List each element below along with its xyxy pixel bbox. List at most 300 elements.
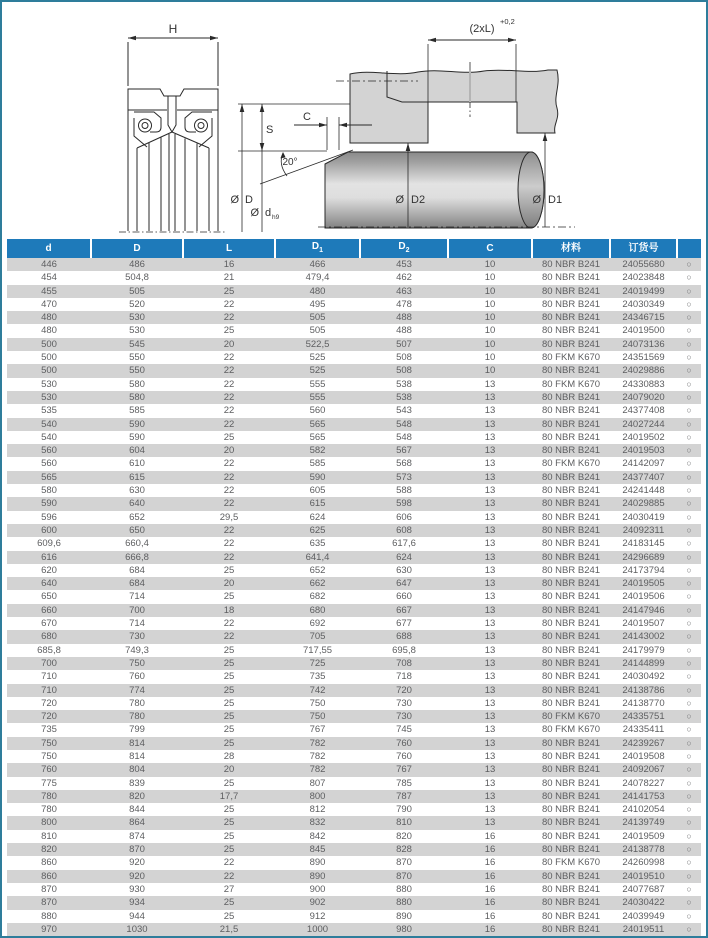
cell-d: 540 bbox=[41, 431, 57, 443]
cell-order-number: 24335411 bbox=[622, 724, 665, 736]
cell-L: 25 bbox=[223, 910, 235, 922]
cell-D: 640 bbox=[129, 498, 145, 510]
cell-d: 860 bbox=[41, 870, 57, 882]
cell-d: 735 bbox=[41, 724, 57, 736]
cell-d: 580 bbox=[41, 485, 57, 497]
table-row bbox=[7, 431, 701, 444]
cell-D: 714 bbox=[129, 618, 145, 630]
cell-D1: 615 bbox=[309, 498, 326, 510]
dim-label-dia-d-name: d bbox=[265, 207, 272, 219]
cell-material: 80 FKM K670 bbox=[541, 857, 601, 869]
cell-C: 13 bbox=[484, 711, 496, 723]
cell-D: 684 bbox=[129, 578, 145, 590]
cell-material: 80 NBR B241 bbox=[541, 897, 601, 909]
cell-L: 22 bbox=[223, 418, 235, 430]
cell-material: 80 NBR B241 bbox=[541, 312, 601, 324]
table-row bbox=[7, 311, 701, 324]
cell-D: 839 bbox=[129, 777, 145, 789]
cell-D: 486 bbox=[129, 259, 145, 270]
cell-D2: 790 bbox=[396, 804, 412, 816]
cell-D1: 652 bbox=[309, 564, 326, 576]
cell-material: 80 NBR B241 bbox=[541, 750, 601, 762]
cell-D2: 548 bbox=[396, 418, 412, 430]
dim-label-h: H bbox=[168, 22, 178, 36]
cell-D: 530 bbox=[129, 312, 145, 324]
cell-material: 80 NBR B241 bbox=[541, 471, 601, 483]
cell-availability: ○ bbox=[686, 657, 692, 668]
cell-order-number: 24138778 bbox=[622, 844, 665, 856]
cell-d: 780 bbox=[41, 804, 57, 816]
cell-C: 13 bbox=[484, 631, 496, 643]
table-row bbox=[7, 763, 701, 776]
table-row bbox=[7, 684, 701, 697]
cell-D1: 466 bbox=[309, 259, 326, 270]
cell-D1: 832 bbox=[309, 817, 326, 829]
cell-D1: 479,4 bbox=[305, 272, 330, 284]
cell-D1: 1000 bbox=[306, 923, 329, 935]
cell-D1: 525 bbox=[309, 365, 326, 377]
cell-D2: 745 bbox=[396, 724, 412, 736]
cell-D: 590 bbox=[129, 431, 145, 443]
cell-D: 864 bbox=[129, 817, 145, 829]
cell-material: 80 NBR B241 bbox=[541, 524, 601, 536]
cell-C: 13 bbox=[484, 564, 496, 576]
cell-material: 80 FKM K670 bbox=[541, 378, 601, 390]
table-row bbox=[7, 803, 701, 816]
cell-C: 13 bbox=[484, 524, 496, 536]
cell-availability: ○ bbox=[686, 445, 692, 456]
cell-D2: 617,6 bbox=[392, 538, 416, 550]
dim-label-dia-d-sym: Ø bbox=[250, 207, 259, 219]
cell-d: 616 bbox=[41, 551, 57, 563]
cell-C: 13 bbox=[484, 511, 496, 523]
cell-material: 80 NBR B241 bbox=[541, 511, 601, 523]
cell-C: 13 bbox=[484, 724, 496, 736]
cell-d: 620 bbox=[41, 564, 57, 576]
cell-D: 590 bbox=[129, 418, 145, 430]
cell-order-number: 24173794 bbox=[622, 564, 665, 576]
cell-C: 13 bbox=[484, 644, 496, 656]
cell-D1: 782 bbox=[309, 764, 326, 776]
table-row bbox=[7, 577, 701, 590]
cell-L: 20 bbox=[223, 338, 235, 350]
table-row bbox=[7, 590, 701, 603]
cell-d: 820 bbox=[41, 844, 57, 856]
cell-order-number: 24260998 bbox=[622, 857, 665, 869]
table-row bbox=[7, 670, 701, 683]
cell-D2: 608 bbox=[396, 524, 412, 536]
cell-order-number: 24030349 bbox=[622, 298, 665, 310]
cell-material: 80 NBR B241 bbox=[541, 259, 601, 270]
cell-d: 780 bbox=[41, 790, 57, 802]
cell-availability: ○ bbox=[686, 750, 692, 761]
cell-D: 944 bbox=[129, 910, 145, 922]
cell-D2: 567 bbox=[396, 445, 412, 457]
cell-order-number: 24092311 bbox=[622, 524, 665, 536]
cell-material: 80 NBR B241 bbox=[541, 551, 601, 563]
cell-availability: ○ bbox=[686, 538, 692, 549]
cell-availability: ○ bbox=[686, 511, 692, 522]
table-row bbox=[7, 378, 701, 391]
table-row bbox=[7, 404, 701, 417]
cell-availability: ○ bbox=[686, 830, 692, 841]
table-row bbox=[7, 524, 701, 537]
cell-order-number: 24019509 bbox=[622, 830, 665, 842]
cell-material: 80 NBR B241 bbox=[541, 285, 601, 297]
cell-availability: ○ bbox=[686, 405, 692, 416]
cell-d: 650 bbox=[41, 591, 57, 603]
cell-D2: 688 bbox=[396, 631, 412, 643]
cell-L: 22 bbox=[223, 471, 235, 483]
cell-order-number: 24019500 bbox=[622, 325, 665, 337]
cell-d: 880 bbox=[41, 910, 57, 922]
cell-material: 80 NBR B241 bbox=[541, 790, 601, 802]
cell-L: 22 bbox=[223, 498, 235, 510]
cell-L: 22 bbox=[223, 485, 235, 497]
cell-D2: 548 bbox=[396, 431, 412, 443]
cell-D1: 717,55 bbox=[302, 644, 333, 656]
cell-order-number: 24019506 bbox=[622, 591, 665, 603]
cell-D2: 630 bbox=[396, 564, 412, 576]
cell-L: 25 bbox=[223, 591, 235, 603]
cell-order-number: 24147946 bbox=[622, 604, 665, 616]
cell-D1: 890 bbox=[309, 870, 326, 882]
cell-D: 700 bbox=[129, 604, 145, 616]
cell-L: 25 bbox=[223, 711, 235, 723]
cell-material: 80 FKM K670 bbox=[541, 458, 601, 470]
cell-D: 714 bbox=[129, 591, 145, 603]
cell-availability: ○ bbox=[686, 923, 692, 934]
table-row bbox=[7, 551, 701, 564]
cell-d: 660 bbox=[41, 604, 57, 616]
cell-D2: 718 bbox=[396, 671, 412, 683]
cell-material: 80 NBR B241 bbox=[541, 485, 601, 497]
cell-D1: 635 bbox=[309, 538, 326, 550]
cell-d: 870 bbox=[41, 883, 57, 895]
cell-order-number: 24019505 bbox=[622, 578, 665, 590]
cell-D2: 647 bbox=[396, 578, 412, 590]
cell-D1: 807 bbox=[309, 777, 326, 789]
cell-D1: 735 bbox=[309, 671, 326, 683]
cell-D2: 980 bbox=[396, 923, 412, 935]
cell-availability: ○ bbox=[686, 684, 692, 695]
dim-label-s: S bbox=[266, 124, 274, 136]
cell-D1: 767 bbox=[309, 724, 326, 736]
table-row bbox=[7, 298, 701, 311]
cell-d: 750 bbox=[41, 750, 57, 762]
cell-order-number: 24144899 bbox=[622, 657, 665, 669]
cell-order-number: 24073136 bbox=[622, 338, 665, 350]
table-row bbox=[7, 258, 701, 271]
cell-D: 530 bbox=[129, 325, 145, 337]
cell-order-number: 24179979 bbox=[622, 644, 665, 656]
cell-material: 80 NBR B241 bbox=[541, 578, 601, 590]
cell-L: 25 bbox=[223, 844, 235, 856]
cell-D: 585 bbox=[129, 405, 145, 417]
cell-C: 13 bbox=[484, 591, 496, 603]
cell-L: 22 bbox=[223, 857, 235, 869]
cell-D2: 760 bbox=[396, 750, 412, 762]
arrowhead bbox=[260, 104, 265, 112]
column-header-D1: $D_1$ bbox=[275, 239, 360, 258]
cell-order-number: 24078227 bbox=[622, 777, 665, 789]
cell-D1: 900 bbox=[309, 883, 326, 895]
cell-availability: ○ bbox=[686, 790, 692, 801]
cell-order-number: 24029886 bbox=[622, 365, 665, 377]
cell-d: 680 bbox=[41, 631, 57, 643]
cell-D1: 782 bbox=[309, 737, 326, 749]
cell-material: 80 NBR B241 bbox=[541, 431, 601, 443]
cell-d: 685,8 bbox=[37, 644, 61, 656]
arrowhead bbox=[428, 38, 436, 43]
table-row bbox=[7, 471, 701, 484]
cell-material: 80 NBR B241 bbox=[541, 844, 601, 856]
cell-L: 25 bbox=[223, 777, 235, 789]
cell-C: 10 bbox=[484, 298, 496, 310]
cell-availability: ○ bbox=[686, 564, 692, 575]
table-row bbox=[7, 604, 701, 617]
cell-L: 25 bbox=[223, 724, 235, 736]
cell-D1: 725 bbox=[309, 657, 326, 669]
cell-availability: ○ bbox=[686, 338, 692, 349]
cell-D: 930 bbox=[129, 883, 145, 895]
cell-order-number: 24079020 bbox=[622, 391, 665, 403]
cell-material: 80 NBR B241 bbox=[541, 777, 601, 789]
cell-order-number: 24351569 bbox=[622, 352, 665, 364]
cell-C: 16 bbox=[484, 870, 496, 882]
cell-D: 550 bbox=[129, 352, 145, 364]
cell-order-number: 24241448 bbox=[622, 485, 665, 497]
cell-D2: 478 bbox=[396, 298, 412, 310]
cell-order-number: 24335751 bbox=[622, 711, 665, 723]
cell-D1: 812 bbox=[309, 804, 326, 816]
technical-drawing bbox=[0, 0, 708, 239]
dim-label-dia-D1-name: D1 bbox=[548, 194, 563, 206]
cell-D1: 495 bbox=[309, 298, 326, 310]
cell-order-number: 24296689 bbox=[622, 551, 665, 563]
cell-C: 10 bbox=[484, 338, 496, 350]
cell-D2: 708 bbox=[396, 657, 412, 669]
cell-material: 80 FKM K670 bbox=[541, 352, 601, 364]
cell-order-number: 24102054 bbox=[622, 804, 665, 816]
cell-D2: 828 bbox=[396, 844, 412, 856]
cell-C: 13 bbox=[484, 405, 496, 417]
size-table-container bbox=[7, 239, 701, 936]
column-header-order-number: 订货号 bbox=[610, 239, 677, 258]
cell-availability: ○ bbox=[686, 578, 692, 589]
cell-material: 80 FKM K670 bbox=[541, 711, 601, 723]
cell-C: 13 bbox=[484, 764, 496, 776]
table-row bbox=[7, 391, 701, 404]
dim-label-angle: 20° bbox=[282, 157, 298, 168]
cell-D: 814 bbox=[129, 750, 145, 762]
cell-availability: ○ bbox=[686, 378, 692, 389]
cell-order-number: 24029885 bbox=[622, 498, 665, 510]
cell-material: 80 FKM K670 bbox=[541, 724, 601, 736]
cell-order-number: 24023848 bbox=[622, 272, 665, 284]
cell-D: 580 bbox=[129, 391, 145, 403]
table-row bbox=[7, 271, 701, 284]
cell-D: 934 bbox=[129, 897, 145, 909]
cell-L: 17,7 bbox=[219, 790, 239, 802]
cell-availability: ○ bbox=[686, 631, 692, 642]
cell-D1: 605 bbox=[309, 485, 326, 497]
cell-C: 13 bbox=[484, 618, 496, 630]
cell-material: 80 NBR B241 bbox=[541, 298, 601, 310]
cell-L: 25 bbox=[223, 804, 235, 816]
arrowhead bbox=[319, 123, 327, 127]
cell-C: 13 bbox=[484, 697, 496, 709]
arrowhead bbox=[406, 143, 411, 151]
cell-material: 80 NBR B241 bbox=[541, 405, 601, 417]
table-row bbox=[7, 657, 701, 670]
cell-availability: ○ bbox=[686, 524, 692, 535]
cell-d: 750 bbox=[41, 737, 57, 749]
table-row bbox=[7, 870, 701, 883]
cell-D1: 890 bbox=[309, 857, 326, 869]
cell-availability: ○ bbox=[686, 737, 692, 748]
cell-D2: 880 bbox=[396, 897, 412, 909]
cell-L: 22 bbox=[223, 631, 235, 643]
cell-C: 13 bbox=[484, 498, 496, 510]
cell-D2: 606 bbox=[396, 511, 412, 523]
cell-availability: ○ bbox=[686, 724, 692, 735]
cell-C: 10 bbox=[484, 285, 496, 297]
cell-C: 10 bbox=[484, 259, 496, 270]
cell-C: 10 bbox=[484, 272, 496, 284]
cell-material: 80 NBR B241 bbox=[541, 804, 601, 816]
cell-availability: ○ bbox=[686, 471, 692, 482]
cell-material: 80 NBR B241 bbox=[541, 618, 601, 630]
cell-availability: ○ bbox=[686, 910, 692, 921]
cell-D1: 912 bbox=[309, 910, 326, 922]
cell-L: 21 bbox=[223, 272, 235, 284]
cell-D2: 538 bbox=[396, 391, 412, 403]
cell-d: 700 bbox=[41, 657, 57, 669]
cell-D: 774 bbox=[129, 684, 145, 696]
cell-material: 80 NBR B241 bbox=[541, 817, 601, 829]
arrowhead bbox=[260, 143, 265, 151]
cell-D1: 750 bbox=[309, 711, 326, 723]
cell-D: 580 bbox=[129, 378, 145, 390]
cell-C: 13 bbox=[484, 657, 496, 669]
cell-L: 25 bbox=[223, 817, 235, 829]
cell-D: 920 bbox=[129, 857, 145, 869]
table-row bbox=[7, 484, 701, 497]
column-header-availability bbox=[677, 239, 701, 258]
table-header bbox=[7, 239, 701, 258]
cell-D1: 782 bbox=[309, 750, 326, 762]
cell-C: 13 bbox=[484, 391, 496, 403]
cell-order-number: 24377407 bbox=[622, 471, 665, 483]
cell-D2: 880 bbox=[396, 883, 412, 895]
cell-D: 650 bbox=[129, 524, 145, 536]
column-header-D: D bbox=[91, 239, 183, 258]
table-row bbox=[7, 564, 701, 577]
cell-D: 844 bbox=[129, 804, 145, 816]
cell-D1: 565 bbox=[309, 431, 326, 443]
cell-order-number: 24092067 bbox=[622, 764, 665, 776]
cell-material: 80 NBR B241 bbox=[541, 697, 601, 709]
cell-D: 804 bbox=[129, 764, 145, 776]
cell-D2: 810 bbox=[396, 817, 412, 829]
cell-D: 550 bbox=[129, 365, 145, 377]
cell-d: 710 bbox=[41, 684, 57, 696]
cell-d: 500 bbox=[41, 352, 57, 364]
cell-availability: ○ bbox=[686, 671, 692, 682]
cell-D: 660,4 bbox=[125, 538, 149, 550]
cell-availability: ○ bbox=[686, 604, 692, 615]
cell-C: 10 bbox=[484, 312, 496, 324]
table-row bbox=[7, 883, 701, 896]
installation-diagram bbox=[238, 38, 575, 232]
cell-L: 22 bbox=[223, 352, 235, 364]
cell-D2: 730 bbox=[396, 711, 412, 723]
cell-d: 454 bbox=[41, 272, 57, 284]
cell-material: 80 NBR B241 bbox=[541, 272, 601, 284]
cell-C: 16 bbox=[484, 830, 496, 842]
table-row bbox=[7, 830, 701, 843]
cell-availability: ○ bbox=[686, 591, 692, 602]
cell-D1: 800 bbox=[309, 790, 326, 802]
table-row bbox=[7, 351, 701, 364]
table-row bbox=[7, 723, 701, 736]
table-row bbox=[7, 338, 701, 351]
cell-D2: 695,8 bbox=[392, 644, 416, 656]
cell-D: 615 bbox=[129, 471, 145, 483]
cell-L: 22 bbox=[223, 618, 235, 630]
dim-label-2xl-tolerance: +0,2 bbox=[500, 17, 515, 26]
cell-D2: 760 bbox=[396, 737, 412, 749]
cell-d: 590 bbox=[41, 498, 57, 510]
cell-order-number: 24055680 bbox=[622, 259, 665, 270]
cell-C: 16 bbox=[484, 857, 496, 869]
table-body bbox=[7, 258, 701, 936]
cell-D2: 538 bbox=[396, 378, 412, 390]
cell-C: 13 bbox=[484, 471, 496, 483]
cell-D: 504,8 bbox=[125, 272, 149, 284]
cell-L: 22 bbox=[223, 312, 235, 324]
cell-material: 80 NBR B241 bbox=[541, 923, 601, 935]
cell-order-number: 24077687 bbox=[622, 883, 665, 895]
cell-L: 25 bbox=[223, 644, 235, 656]
cell-C: 13 bbox=[484, 431, 496, 443]
cell-C: 16 bbox=[484, 910, 496, 922]
cell-order-number: 24019510 bbox=[622, 870, 665, 882]
cell-D1: 842 bbox=[309, 830, 326, 842]
cell-D1: 560 bbox=[309, 405, 326, 417]
cell-L: 25 bbox=[223, 897, 235, 909]
cell-D1: 522,5 bbox=[305, 338, 330, 350]
cell-D1: 505 bbox=[309, 312, 326, 324]
cell-D: 874 bbox=[129, 830, 145, 842]
cell-D: 652 bbox=[129, 511, 145, 523]
cell-order-number: 24138770 bbox=[622, 697, 665, 709]
dim-label-dia-D1-sym: Ø bbox=[532, 194, 541, 206]
cell-L: 25 bbox=[223, 657, 235, 669]
cell-D: 1030 bbox=[126, 923, 148, 935]
cell-D1: 590 bbox=[309, 471, 326, 483]
cell-C: 13 bbox=[484, 538, 496, 550]
cell-d: 860 bbox=[41, 857, 57, 869]
cell-L: 22 bbox=[223, 551, 235, 563]
table-row bbox=[7, 697, 701, 710]
arrowhead bbox=[240, 104, 245, 112]
cell-availability: ○ bbox=[686, 498, 692, 509]
cell-L: 25 bbox=[223, 431, 235, 443]
cell-d: 500 bbox=[41, 365, 57, 377]
cell-material: 80 NBR B241 bbox=[541, 657, 601, 669]
